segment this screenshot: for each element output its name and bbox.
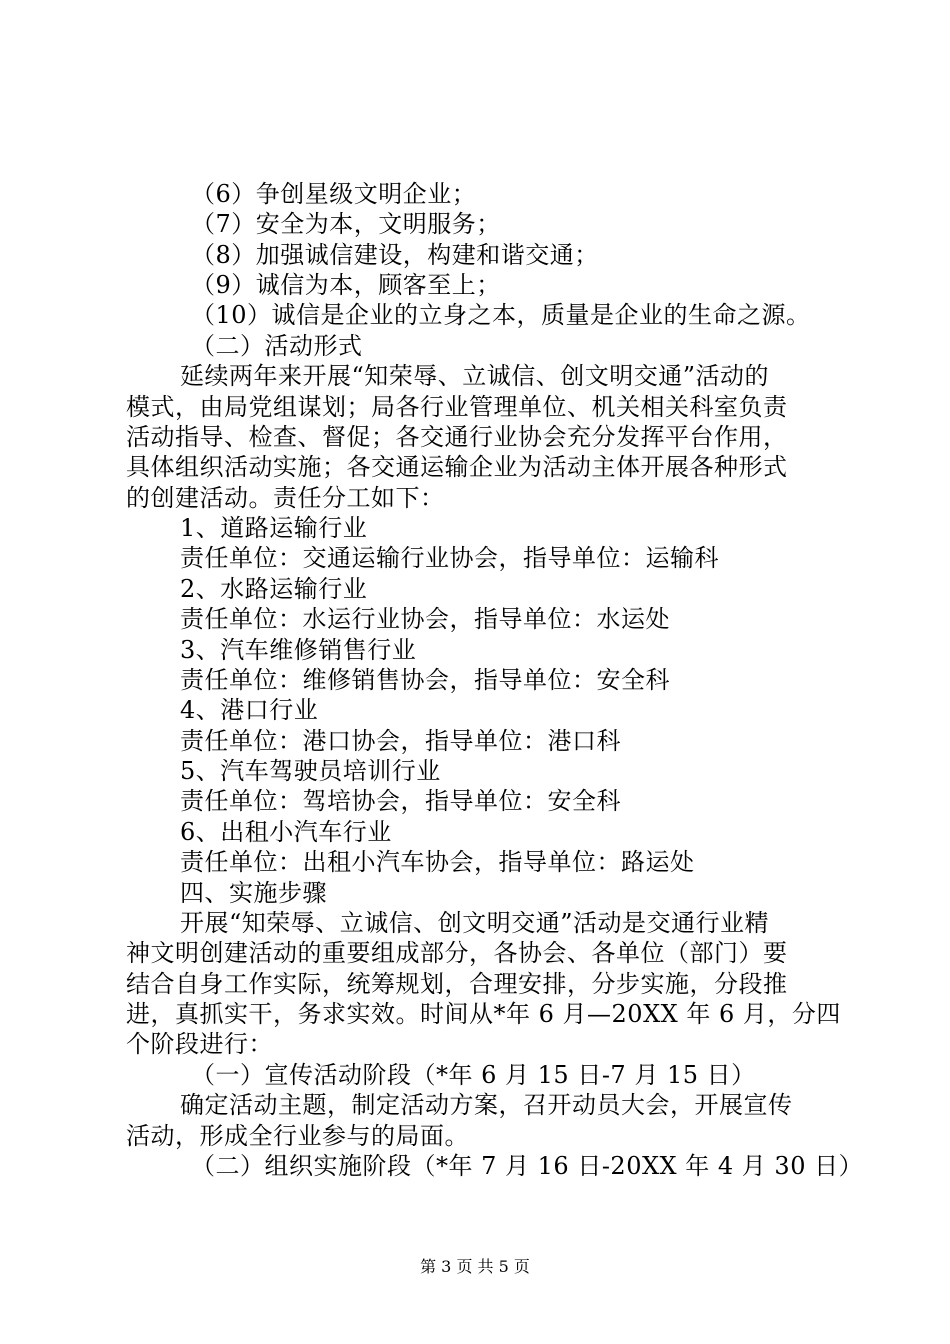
responsibility-line: 责任单位：出租小汽车协会，指导单位：路运处: [180, 848, 695, 876]
paragraph-line: 具体组织活动实施；各交通运输企业为活动主体开展各种形式: [126, 453, 788, 481]
industry-heading: 6、出租小汽车行业: [180, 818, 392, 846]
industry-heading: 2、水路运输行业: [180, 575, 368, 603]
list-item-9: （9）诚信为本，顾客至上；: [191, 271, 501, 299]
section-heading-activity-form: （二）活动形式: [191, 332, 363, 360]
paragraph-line: 确定活动主题，制定活动方案，召开动员大会，开展宣传: [180, 1091, 793, 1119]
section-heading-implementation-steps: 四、实施步骤: [180, 879, 327, 907]
paragraph-line: 的创建活动。责任分工如下：: [126, 484, 445, 512]
phase-heading-implementation: （二）组织实施阶段（*年 7 月 16 日-20XX 年 4 月 30 日）: [191, 1152, 864, 1180]
industry-heading: 4、港口行业: [180, 696, 319, 724]
responsibility-line: 责任单位：驾培协会，指导单位：安全科: [180, 787, 621, 815]
responsibility-line: 责任单位：水运行业协会，指导单位：水运处: [180, 605, 670, 633]
responsibility-line: 责任单位：维修销售协会，指导单位：安全科: [180, 666, 670, 694]
paragraph-line: 结合自身工作实际，统筹规划，合理安排，分步实施，分段推: [126, 970, 788, 998]
paragraph-line: 活动，形成全行业参与的局面。: [126, 1122, 469, 1150]
industry-heading: 3、汽车维修销售行业: [180, 636, 417, 664]
paragraph-line: 活动指导、检查、督促；各交通行业协会充分发挥平台作用，: [126, 423, 788, 451]
industry-heading: 1、道路运输行业: [180, 514, 368, 542]
responsibility-line: 责任单位：港口协会，指导单位：港口科: [180, 727, 621, 755]
page-number-footer: 第 3 页 共 5 页: [420, 1257, 530, 1276]
industry-heading: 5、汽车驾驶员培训行业: [180, 757, 441, 785]
list-item-8: （8）加强诚信建设，构建和谐交通；: [191, 241, 599, 269]
paragraph-line: 延续两年来开展“知荣辱、立诚信、创文明交通”活动的: [180, 362, 770, 390]
list-item-10: （10）诚信是企业的立身之本，质量是企业的生命之源。: [191, 301, 811, 329]
paragraph-line: 进，真抓实干，务求实效。时间从*年 6 月—20XX 年 6 月，分四: [126, 1000, 841, 1028]
responsibility-line: 责任单位：交通运输行业协会，指导单位：运输科: [180, 544, 719, 572]
list-item-6: （6）争创星级文明企业；: [191, 180, 477, 208]
phase-heading-publicity: （一）宣传活动阶段（*年 6 月 15 日-7 月 15 日）: [191, 1061, 756, 1089]
paragraph-line: 神文明创建活动的重要组成部分，各协会、各单位（部门）要: [126, 939, 788, 967]
paragraph-line: 个阶段进行：: [126, 1030, 273, 1058]
paragraph-line: 模式，由局党组谋划；局各行业管理单位、机关相关科室负责: [126, 393, 788, 421]
list-item-7: （7）安全为本，文明服务；: [191, 210, 501, 238]
paragraph-line: 开展“知荣辱、立诚信、创文明交通”活动是交通行业精: [180, 909, 770, 937]
